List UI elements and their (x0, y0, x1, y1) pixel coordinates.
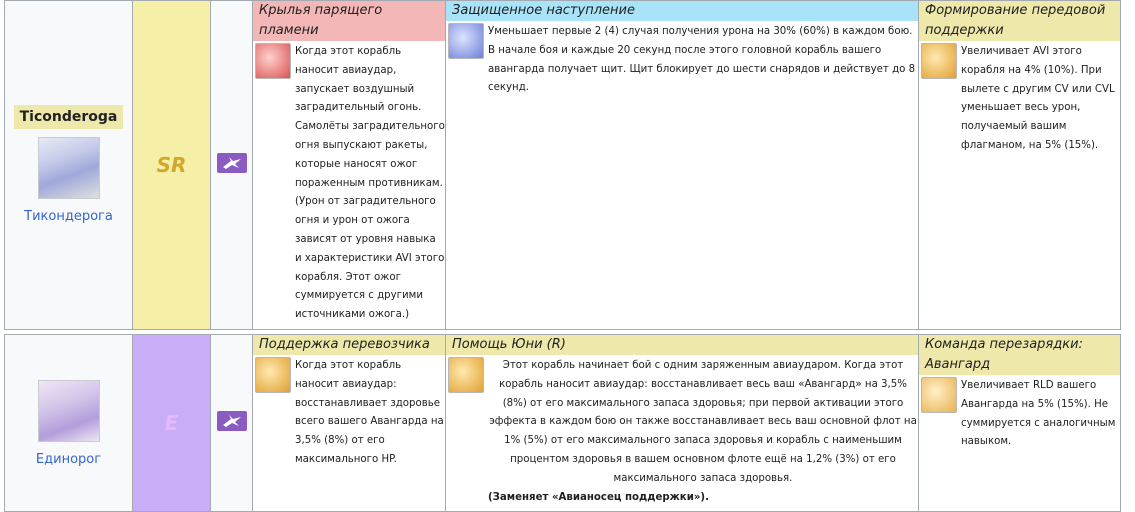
aircraft-carrier-icon[interactable] (217, 153, 247, 173)
skill-description: Когда этот корабль наносит авиаудар: восстанавливает здоровье всего вашего Авангарда на 3,5% (8%) от его максимального HP. (295, 359, 444, 465)
ship-link[interactable]: Тикондерога (24, 209, 113, 225)
ship-row (5, 334, 1121, 511)
reload-skill-icon (921, 377, 957, 413)
ship-avatar[interactable] (38, 137, 100, 199)
ship-row (5, 1, 1121, 330)
rarity-badge: E (164, 411, 179, 436)
skill-cell (446, 1, 919, 330)
skill-description: Этот корабль начинает бой с одним заряженным авиаударом. Когда этот корабль наносит авиаудар: восстанавливает весь ваш «Авангард» на 3,5% (8%) от его максимального запаса здоровья; при первой активации этого эффекта в каждом бою он также восстанавливает весь ваш основной флот на 1% (5%) от его максимального запаса здоровья и корабль с наименьшим процентом здоровья в вашем основном флоте ещё на 1,2% (3%) от его максимального запаса здоровья. (489, 359, 917, 484)
support-skill-icon (921, 43, 957, 79)
skill-title: Формирование передовой поддержки (919, 1, 1120, 41)
skill-description: Увеличивает RLD вашего Авангарда на 5% (15%). Не суммируется с аналогичным навыком. (961, 379, 1116, 448)
skill-description: Уменьшает первые 2 (4) случая получения урона на 30% (60%) в каждом бою. В начале боя и каждые 20 секунд после этого головной корабль вашего авангарда получает щит. Щит блокирует до шести снарядов и действует до 8 секунд. (488, 26, 916, 94)
aircraft-carrier-icon[interactable] (217, 411, 247, 431)
skill-cell (919, 1, 1121, 330)
ship-skills-table (4, 0, 1121, 512)
ship-link[interactable]: Единорог (35, 451, 102, 467)
skill-title: Помощь Юни (R) (446, 335, 918, 355)
skill-description: Когда этот корабль наносит авиаудар, запускает воздушный заградительный огонь. Самолёты заградительного огня выпускают ракеты, которые наносят ожог пораженным противникам. (Урон от заградительного огня и урон от ожога зависят от уровня навыка и характеристики AVI этого корабля. Этот ожог суммируется с другими источниками ожога.) (295, 46, 445, 321)
skill-cell (253, 334, 446, 511)
skill-cell (919, 334, 1121, 511)
support-skill-icon (255, 357, 291, 393)
ship-cell (5, 334, 133, 511)
skill-cell (446, 334, 919, 511)
type-cell (211, 334, 253, 511)
support-skill-icon (448, 357, 484, 393)
skill-description-wrap (488, 357, 918, 507)
skill-title: Защищенное наступление (446, 1, 918, 21)
skill-title: Поддержка перевозчика (253, 335, 445, 355)
skill-cell (253, 1, 446, 330)
rarity-badge: SR (156, 152, 187, 177)
ship-name: Ticonderoga (14, 105, 124, 129)
rarity-cell (133, 1, 211, 330)
defense-skill-icon (448, 23, 484, 59)
ship-cell (5, 1, 133, 330)
skill-description: Увеличивает AVI этого корабля на 4% (10%). При вылете с другим CV или CVL уменьшает весь урон, получаемый вашим флагманом, на 5% (15%). (961, 46, 1115, 151)
skill-note: (Заменяет «Авианосец поддержки»). (488, 491, 709, 503)
skill-title: Крылья парящего пламени (253, 1, 445, 41)
ship-avatar[interactable] (38, 380, 100, 442)
rarity-cell (133, 334, 211, 511)
skill-title: Команда перезарядки: Авангард (919, 335, 1120, 375)
offense-skill-icon (255, 43, 291, 79)
type-cell (211, 1, 253, 330)
